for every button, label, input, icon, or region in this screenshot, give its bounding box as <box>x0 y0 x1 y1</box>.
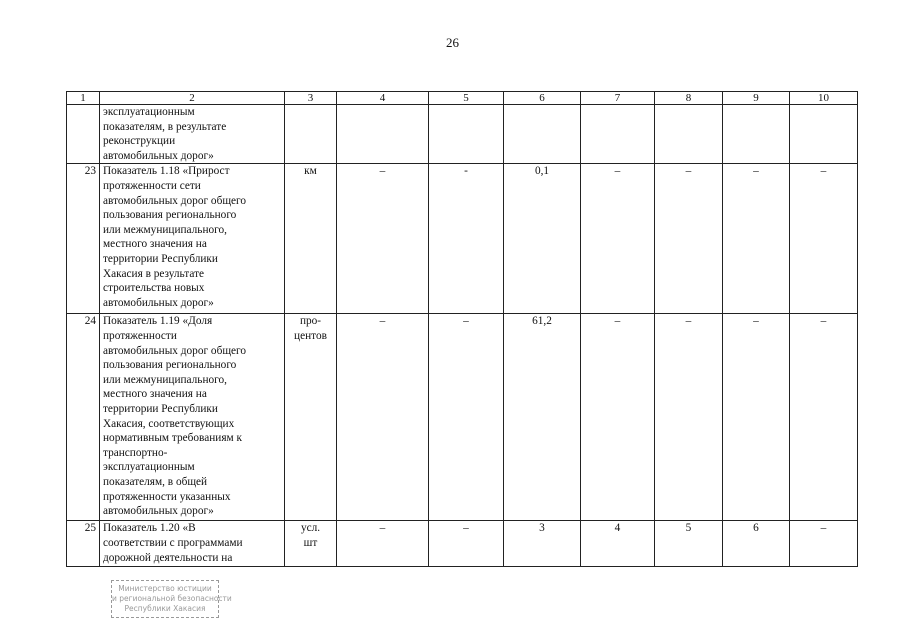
table-row <box>67 105 858 164</box>
value-cell: 3 <box>504 521 581 567</box>
value-cell <box>429 105 504 164</box>
value-cell: – <box>429 521 504 567</box>
value-cell: – <box>655 314 723 521</box>
unit: км <box>285 164 337 314</box>
column-number-row <box>67 92 858 105</box>
value-cell: 6 <box>723 521 790 567</box>
value-cell <box>337 105 429 164</box>
value-cell: - <box>429 164 504 314</box>
table-row <box>67 521 858 567</box>
column-number: 10 <box>790 92 858 105</box>
indicator-name: Показатель 1.18 «Прирост протяженности сети автомобильных дорог общего пользования регионального или межмуниципального, местного значения на территории Республики Хакасия в результате строительства новых автомобильных дорог» <box>100 164 285 314</box>
column-number: 4 <box>337 92 429 105</box>
value-cell: – <box>655 164 723 314</box>
column-number: 1 <box>67 92 100 105</box>
registration-stamp <box>111 580 232 618</box>
value-cell: 5 <box>655 521 723 567</box>
unit <box>285 105 337 164</box>
stamp-line: и региональной безопасности <box>112 594 232 603</box>
value-cell <box>655 105 723 164</box>
indicators-table <box>66 91 858 567</box>
value-cell: – <box>790 314 858 521</box>
column-number: 5 <box>429 92 504 105</box>
stamp-line: Республики Хакасия <box>124 604 206 613</box>
row-number: 24 <box>67 314 100 521</box>
row-number: 25 <box>67 521 100 567</box>
value-cell: – <box>581 314 655 521</box>
indicator-name: эксплуатационным показателям, в результате реконструкции автомобильных дорог» <box>100 105 285 164</box>
value-cell: – <box>723 314 790 521</box>
column-number: 9 <box>723 92 790 105</box>
column-number: 3 <box>285 92 337 105</box>
value-cell <box>723 105 790 164</box>
column-number: 7 <box>581 92 655 105</box>
unit: усл. шт <box>285 521 337 567</box>
value-cell <box>504 105 581 164</box>
table-row <box>67 164 858 314</box>
value-cell: – <box>723 164 790 314</box>
table-row <box>67 314 858 521</box>
value-cell: – <box>337 314 429 521</box>
unit: про- центов <box>285 314 337 521</box>
value-cell <box>790 105 858 164</box>
value-cell <box>581 105 655 164</box>
value-cell: 61,2 <box>504 314 581 521</box>
value-cell: – <box>337 521 429 567</box>
row-number: 23 <box>67 164 100 314</box>
value-cell: – <box>790 521 858 567</box>
value-cell: – <box>429 314 504 521</box>
column-number: 2 <box>100 92 285 105</box>
value-cell: – <box>790 164 858 314</box>
indicator-name: Показатель 1.19 «Доля протяженности автомобильных дорог общего пользования регионального или межмуниципального, местного значения на территории Республики Хакасия, соответствующих нормативным требованиям к транспортно- эксплуатационным показателям, в общей протяженности указанных автомобильных дорог» <box>100 314 285 521</box>
indicator-name: Показатель 1.20 «В соответствии с программами дорожной деятельности на <box>100 521 285 567</box>
row-number <box>67 105 100 164</box>
column-number: 8 <box>655 92 723 105</box>
column-number: 6 <box>504 92 581 105</box>
stamp-line: Министерство юстиции <box>118 584 212 593</box>
value-cell: 4 <box>581 521 655 567</box>
value-cell: 0,1 <box>504 164 581 314</box>
page-number: 26 <box>446 35 459 50</box>
value-cell: – <box>337 164 429 314</box>
value-cell: – <box>581 164 655 314</box>
